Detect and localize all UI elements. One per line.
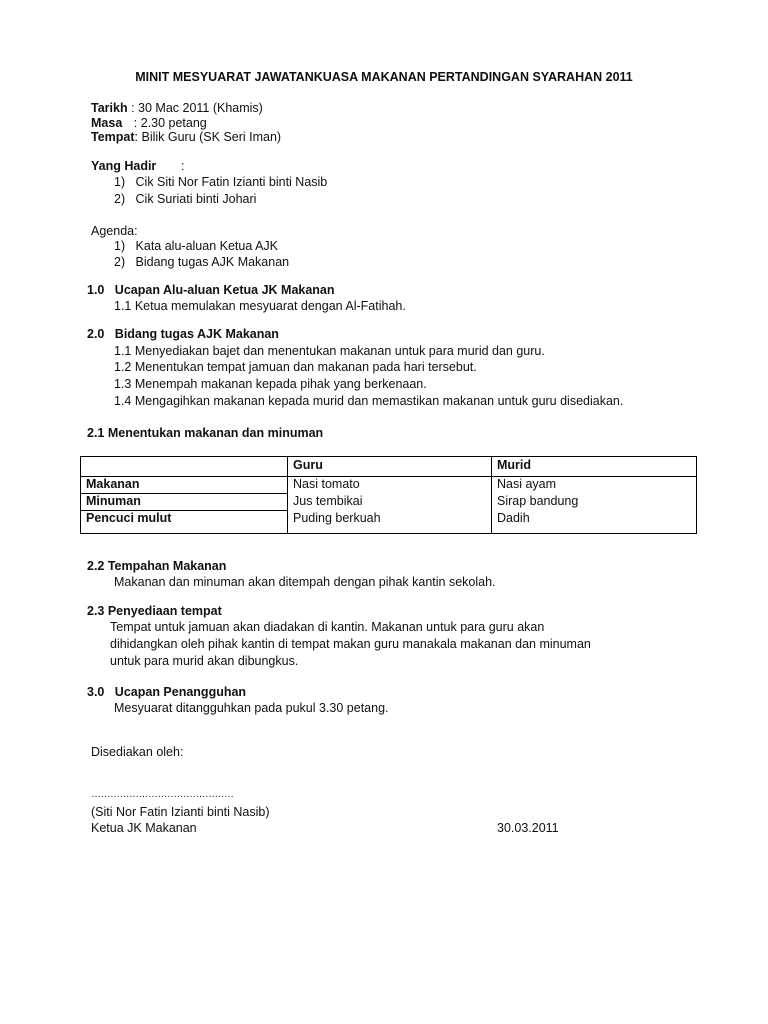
document-title: MINIT MESYUARAT JAWATANKUASA MAKANAN PERTANDINGAN SYARAHAN 2011 xyxy=(135,70,633,84)
agenda-item: 2) Bidang tugas AJK Makanan xyxy=(114,255,290,269)
signatory-position: Ketua JK Makanan xyxy=(91,821,197,835)
table-row xyxy=(81,494,697,511)
table-row xyxy=(81,511,697,534)
prepared-by-label: Disediakan oleh: xyxy=(91,745,184,759)
section-2-2-text: Makanan dan minuman akan ditempah dengan pihak kantin sekolah. xyxy=(114,575,496,589)
table-cell: Pencuci mulut xyxy=(81,511,288,534)
hadir-colon: : xyxy=(181,159,185,173)
table-header-cell xyxy=(81,457,288,477)
food-table xyxy=(80,456,697,534)
signatory-name: (Siti Nor Fatin Izianti binti Nasib) xyxy=(91,805,270,819)
tempat-value: : Bilik Guru (SK Seri Iman) xyxy=(134,130,282,144)
section-2-item: 1.2 Menentukan tempat jamuan dan makanan pada hari tersebut. xyxy=(114,360,477,374)
tarikh-value: : 30 Mac 2011 (Khamis) xyxy=(131,101,263,115)
section-1-item: 1.1 Ketua memulakan mesyuarat dengan Al-Fatihah. xyxy=(114,299,406,313)
agenda-item: 1) Kata alu-aluan Ketua AJK xyxy=(114,239,278,253)
section-2-1-heading: 2.1 Menentukan makanan dan minuman xyxy=(87,426,324,440)
signoff-date: 30.03.2011 xyxy=(497,821,559,835)
table-cell: Makanan xyxy=(81,477,288,494)
hadir-item: 2) Cik Suriati binti Johari xyxy=(114,192,257,206)
section-2-heading: 2.0 Bidang tugas AJK Makanan xyxy=(87,327,279,341)
hadir-label: Yang Hadir xyxy=(91,159,157,173)
tempat-label: Tempat xyxy=(91,130,135,144)
table-cell: Minuman xyxy=(81,494,288,511)
agenda-label: Agenda: xyxy=(91,224,138,238)
section-2-3-line: Tempat untuk jamuan akan diadakan di kantin. Makanan untuk para guru akan xyxy=(110,620,545,634)
section-2-3-heading: 2.3 Penyediaan tempat xyxy=(87,604,222,618)
section-1-heading: 1.0 Ucapan Alu-aluan Ketua JK Makanan xyxy=(87,283,335,297)
tarikh-label: Tarikh xyxy=(91,101,128,115)
table-row xyxy=(81,477,697,494)
section-2-2-heading: 2.2 Tempahan Makanan xyxy=(87,559,227,573)
table-cell: Jus tembikai xyxy=(288,494,492,511)
tempat-line xyxy=(91,129,281,145)
table-cell: Sirap bandung xyxy=(492,494,697,511)
table-cell: Puding berkuah xyxy=(288,511,492,534)
table-cell: Nasi tomato xyxy=(288,477,492,494)
table-cell: Dadih xyxy=(492,511,697,534)
table-header-cell: Guru xyxy=(288,457,492,477)
section-2-item: 1.3 Menempah makanan kepada pihak yang berkenaan. xyxy=(114,377,427,391)
table-cell: Nasi ayam xyxy=(492,477,697,494)
masa-value: : 2.30 petang xyxy=(133,116,207,130)
section-2-item: 1.1 Menyediakan bajet dan menentukan makanan untuk para murid dan guru. xyxy=(114,344,545,358)
table-header-row xyxy=(81,457,697,477)
section-2-3-line: untuk para murid akan dibungkus. xyxy=(110,654,299,668)
hadir-item: 1) Cik Siti Nor Fatin Izianti binti Nasib xyxy=(114,175,328,189)
section-3-text: Mesyuarat ditangguhkan pada pukul 3.30 petang. xyxy=(114,701,389,715)
signature-dots: ……………………………………… xyxy=(91,789,234,800)
table-header-cell: Murid xyxy=(492,457,697,477)
section-3-heading: 3.0 Ucapan Penangguhan xyxy=(87,685,247,699)
section-2-3-line: dihidangkan oleh pihak kantin di tempat makan guru manakala makanan dan minuman xyxy=(110,637,591,651)
tarikh-line xyxy=(91,100,263,116)
masa-label: Masa xyxy=(91,116,123,130)
section-2-item: 1.4 Mengagihkan makanan kepada murid dan memastikan makanan untuk guru disediakan. xyxy=(114,394,624,408)
